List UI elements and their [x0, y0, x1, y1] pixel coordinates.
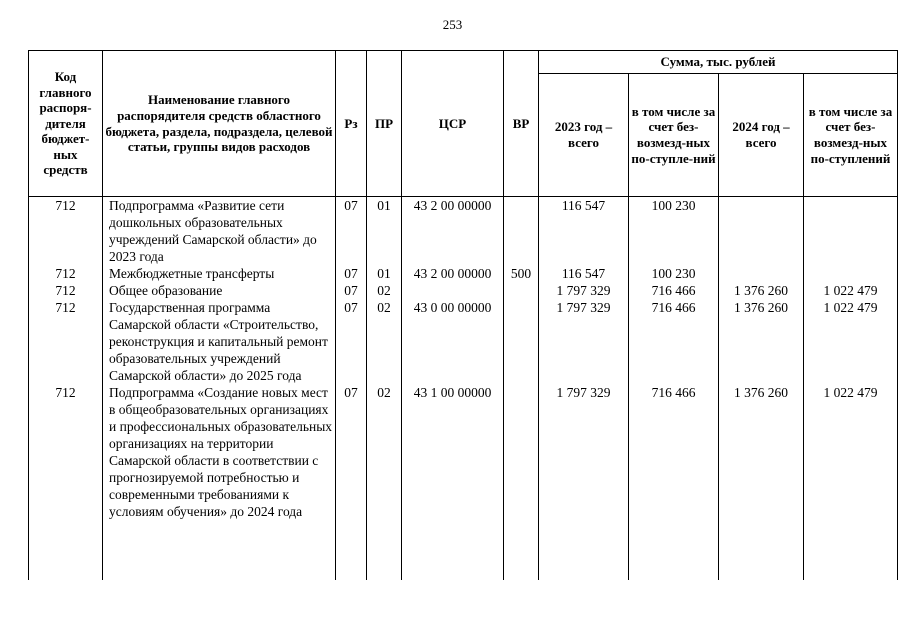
row-name: Межбюджетные трансферты — [103, 265, 336, 282]
row-csr: 43 0 00 00000 — [402, 299, 504, 384]
row-sum-2023: 1 797 329 — [539, 282, 629, 299]
row-code: 712 — [29, 384, 103, 580]
table-row — [29, 197, 898, 266]
row-pr: 02 — [367, 282, 402, 299]
row-free-2023: 716 466 — [629, 299, 719, 384]
header-csr: ЦСР — [402, 51, 504, 197]
row-sum-2023: 1 797 329 — [539, 299, 629, 384]
row-code: 712 — [29, 197, 103, 266]
header-name: Наименование главного распорядителя средств областного бюджета, раздела, подраздела, целевой статьи, группы видов расходов — [103, 51, 336, 197]
row-free-2024: 1 022 479 — [804, 282, 898, 299]
row-vr — [504, 282, 539, 299]
row-rz: 07 — [336, 197, 367, 266]
row-free-2023: 100 230 — [629, 197, 719, 266]
row-sum-2024: 1 376 260 — [719, 282, 804, 299]
row-code: 712 — [29, 299, 103, 384]
header-sum-group: Сумма, тыс. рублей — [539, 51, 898, 74]
row-code: 712 — [29, 265, 103, 282]
row-csr: 43 1 00 00000 — [402, 384, 504, 580]
header-rz: Рз — [336, 51, 367, 197]
row-pr: 02 — [367, 299, 402, 384]
row-pr: 02 — [367, 384, 402, 580]
page-number: 253 — [442, 17, 463, 32]
header-pr: ПР — [367, 51, 402, 197]
row-csr — [402, 282, 504, 299]
row-sum-2024: 1 376 260 — [719, 384, 804, 580]
row-vr — [504, 384, 539, 580]
header-2024-total: 2024 год – всего — [719, 74, 804, 197]
row-sum-2024 — [719, 265, 804, 282]
row-rz: 07 — [336, 384, 367, 580]
table-row — [29, 299, 898, 384]
row-code: 712 — [29, 282, 103, 299]
row-free-2024 — [804, 197, 898, 266]
header-2023-total: 2023 год – всего — [539, 74, 629, 197]
row-csr: 43 2 00 00000 — [402, 197, 504, 266]
row-sum-2023: 116 547 — [539, 265, 629, 282]
row-free-2023: 100 230 — [629, 265, 719, 282]
row-sum-2023: 1 797 329 — [539, 384, 629, 580]
header-code: Код главного распоря-дителя бюджет-ных средств — [29, 51, 103, 197]
row-name: Подпрограмма «Создание новых мест в общеобразовательных организациях и профессиональных образовательных организациях на территории Самарской области в соответствии с прогнозируемой потребностью и современными требованиями к условиям обучения» до 2024 года — [103, 384, 336, 580]
header-vr: ВР — [504, 51, 539, 197]
row-vr — [504, 299, 539, 384]
table-row — [29, 282, 898, 299]
row-csr: 43 2 00 00000 — [402, 265, 504, 282]
header-2023-free: в том числе за счет без-возмезд-ных по-ступле-ний — [629, 74, 719, 197]
row-free-2024: 1 022 479 — [804, 384, 898, 580]
table-row — [29, 384, 898, 580]
row-free-2023: 716 466 — [629, 282, 719, 299]
row-free-2024: 1 022 479 — [804, 299, 898, 384]
row-vr — [504, 197, 539, 266]
row-rz: 07 — [336, 299, 367, 384]
row-free-2024 — [804, 265, 898, 282]
row-pr: 01 — [367, 265, 402, 282]
header-2024-free: в том числе за счет без-возмезд-ных по-ступлений — [804, 74, 898, 197]
row-rz: 07 — [336, 282, 367, 299]
row-rz: 07 — [336, 265, 367, 282]
row-sum-2024: 1 376 260 — [719, 299, 804, 384]
row-vr: 500 — [504, 265, 539, 282]
row-sum-2023: 116 547 — [539, 197, 629, 266]
row-name: Подпрограмма «Развитие сети дошкольных образовательных учреждений Самарской области» до 2023 года — [103, 197, 336, 266]
row-name: Государственная программа Самарской области «Строительство, реконструкция и капитальный ремонт образовательных учреждений Самарской области» до 2025 года — [103, 299, 336, 384]
row-sum-2024 — [719, 197, 804, 266]
row-free-2023: 716 466 — [629, 384, 719, 580]
table-row — [29, 265, 898, 282]
budget-table — [28, 50, 898, 580]
row-name: Общее образование — [103, 282, 336, 299]
row-pr: 01 — [367, 197, 402, 266]
header-row-1 — [29, 51, 898, 74]
